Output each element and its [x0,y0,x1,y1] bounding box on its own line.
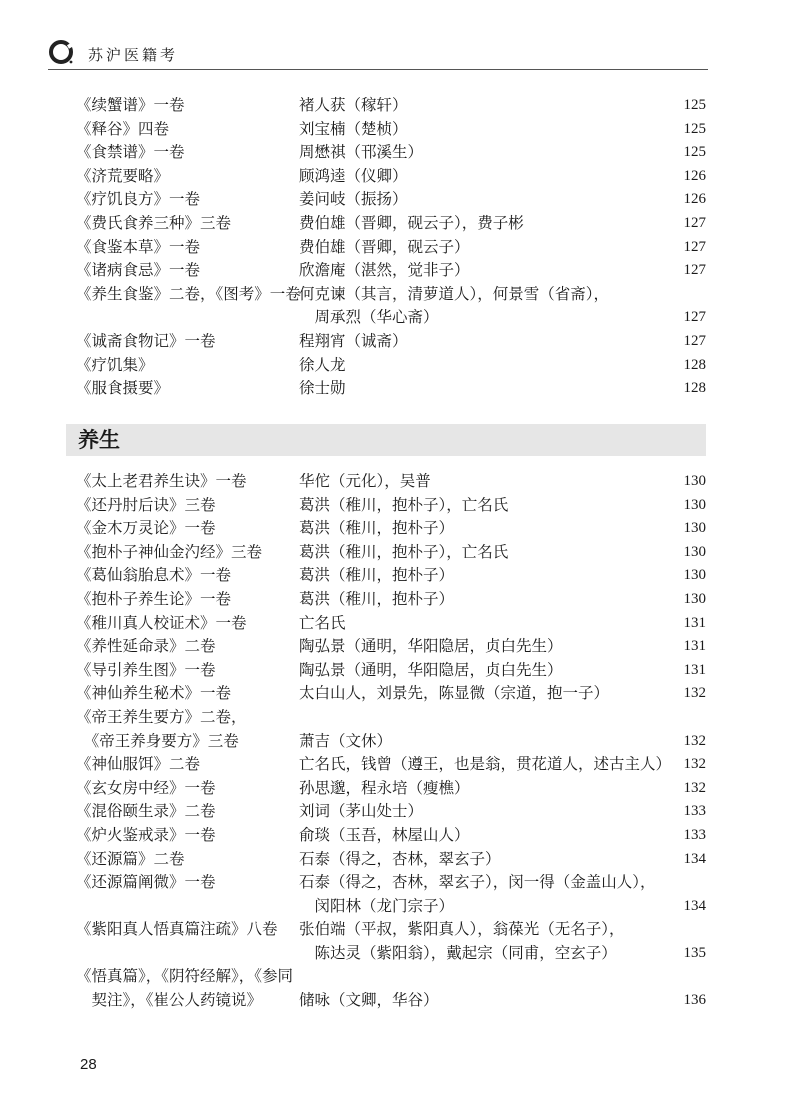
entry-title: 《还源篇阐微》一卷 [76,873,216,892]
entry-page: 130 [683,590,706,607]
entry-row [76,871,706,895]
entry-page: 127 [683,214,706,231]
entry-row [76,659,706,683]
entry-page: 130 [683,567,706,584]
entry-row [76,800,706,824]
entry-author: 储咏（文卿，华谷） [299,991,439,1010]
entry-row [76,259,706,283]
entry-page: 132 [683,756,706,773]
entry-row [76,682,706,706]
entry-title: 《食鉴本草》一卷 [76,237,201,256]
entry-author: 葛洪（稚川，抱朴子），亡名氏 [299,495,509,514]
entry-row [76,824,706,848]
entry-author: 何克谏（其言，清萝道人），何景雪（省斋）， [299,284,610,303]
entry-title: 《续蟹谱》一卷 [76,96,185,114]
entry-row [76,965,706,989]
entry-page: 126 [683,191,706,208]
entry-author: 孙思邈，程永培（瘦樵） [299,778,470,797]
entry-row [76,706,706,730]
entry-title: 《神仙养生秘术》一卷 [76,684,232,703]
entry-title: 契注》，《崔公人药镜说》 [76,991,263,1010]
entry-row [76,777,706,801]
entry-title: 《还丹肘后诀》三卷 [76,495,216,514]
entry-title: 《炉火鉴戒录》一卷 [76,825,216,844]
entry-author: 闵阳林（龙门宗子） [299,896,455,915]
entry-row [76,494,706,518]
entry-row [76,470,706,494]
entry-page: 125 [683,120,706,137]
entry-author: 葛洪（稚川，抱朴子） [299,566,455,585]
entry-page: 127 [683,332,706,349]
entry-page: 130 [683,473,706,489]
entry-row [76,330,706,354]
entry-title: 《养生食鉴》二卷，《图考》一卷 [76,284,301,303]
entry-author: 欣澹庵（湛然，觉非子） [299,261,470,280]
section-banner [66,424,706,456]
entry-row [76,212,706,236]
entry-author: 刘宝楠（楚桢） [299,119,408,138]
entry-author: 张伯端（平叔，紫阳真人），翁葆光（无名子）， [299,920,625,939]
entry-page: 130 [683,496,706,513]
entry-title: 《食禁谱》一卷 [76,143,185,162]
entry-page: 126 [683,167,706,184]
entry-row [76,564,706,588]
entry-row [76,94,706,118]
entry-author: 褚人获（稼轩） [299,96,408,114]
page-number: 28 [80,1056,97,1073]
entry-title: 《稚川真人校证术》一卷 [76,613,247,632]
entry-title: 《金木万灵论》一卷 [76,519,216,538]
entry-title: 《紫阳真人悟真篇注疏》八卷 [76,920,278,939]
entry-row [76,354,706,378]
entry-row [76,918,706,942]
entry-title: 《服食摄要》 [76,379,170,398]
entry-row [76,541,706,565]
entry-title: 《悟真篇》，《阴符经解》，《参同 [76,967,294,986]
entry-row [76,753,706,777]
entry-author: 费伯雄（晋卿，砚云子） [299,237,470,256]
book-title: 苏沪医籍考 [88,46,179,64]
health-entry-list [76,470,706,1013]
entry-page: 133 [683,803,706,820]
entry-author: 陶弘景（通明，华阳隐居，贞白先生） [299,637,563,656]
entry-title: 《帝王养身要方》三卷 [76,731,239,750]
entry-page: 132 [683,779,706,796]
entry-author: 徐人龙 [299,355,346,374]
entry-row [76,306,706,330]
entry-row [76,635,706,659]
entry-title: 《诚斋食物记》一卷 [76,331,216,350]
header-rule [48,69,708,70]
entry-page: 136 [683,992,706,1009]
entry-title: 《神仙服饵》二卷 [76,755,201,774]
entry-title: 《玄女房中经》一卷 [76,778,216,797]
entry-title: 《导引养生图》一卷 [76,660,216,679]
entry-page: 135 [683,944,706,961]
entry-title: 《还源篇》二卷 [76,849,185,868]
entry-row [76,942,706,966]
entry-author: 周承烈（华心斋） [299,308,439,327]
entry-page: 131 [683,638,706,655]
entry-row [76,283,706,307]
entry-row [76,236,706,260]
entry-page: 132 [683,732,706,749]
entry-page: 134 [683,897,706,914]
entry-author: 萧吉（文休） [299,731,393,750]
entry-title: 《疗饥良方》一卷 [76,190,201,209]
entry-author: 亡名氏 [299,613,346,632]
entry-page: 130 [683,543,706,560]
entry-page: 127 [683,238,706,255]
entry-author: 陶弘景（通明，华阳隐居，贞白先生） [299,660,563,679]
entry-title: 《疗饥集》 [76,355,154,374]
entry-author: 华佗（元化），吴普 [299,472,431,490]
entry-author: 葛洪（稚川，抱朴子） [299,589,455,608]
entry-title: 《帝王养生要方》二卷， [76,707,247,726]
entry-row [76,730,706,754]
entry-row [76,141,706,165]
entry-author: 徐士勋 [299,379,346,398]
entry-title: 《太上老君养生诀》一卷 [76,472,247,490]
section-title: 养生 [78,427,120,452]
entry-row [76,517,706,541]
entry-page: 134 [683,850,706,867]
entry-page: 125 [683,97,706,113]
entry-author: 陈达灵（紫阳翁），戴起宗（同甫，空玄子） [299,943,617,962]
entry-page: 131 [683,661,706,678]
entry-author: 俞琰（玉吾，林屋山人） [299,825,470,844]
entry-title: 《葛仙翁胎息术》一卷 [76,566,232,585]
entry-title: 《济荒要略》 [76,166,170,185]
entry-page: 127 [683,262,706,279]
entry-page: 128 [683,356,706,373]
entry-page: 127 [683,309,706,326]
entry-page: 132 [683,685,706,702]
entry-author: 费伯雄（晋卿，砚云子），费子彬 [299,213,524,232]
entry-title: 《费氏食养三种》三卷 [76,213,232,232]
entry-title: 《释谷》四卷 [76,119,170,138]
book-logo-icon [48,38,76,66]
entry-author: 周懋祺（邗溪生） [299,143,424,162]
entry-row [76,612,706,636]
entry-title: 《混俗颐生录》二卷 [76,802,216,821]
entry-author: 姜问岐（振扬） [299,190,408,209]
entry-author: 顾鸿逵（仪卿） [299,166,408,185]
running-header [48,38,708,70]
food-entry-list [76,94,706,401]
entry-title: 《诸病食忌》一卷 [76,261,201,280]
entry-author: 葛洪（稚川，抱朴子），亡名氏 [299,542,509,561]
entry-page: 133 [683,826,706,843]
entry-row [76,377,706,401]
entry-row [76,989,706,1013]
entry-author: 亡名氏，钱曾（遵王，也是翁，贯花道人，述古主人） [299,755,672,774]
entry-page: 130 [683,520,706,537]
entry-author: 太白山人，刘景先，陈显微（宗道，抱一子） [299,684,610,703]
entry-title: 《养性延命录》二卷 [76,637,216,656]
entry-author: 程翔宵（诚斋） [299,331,408,350]
entry-page: 125 [683,144,706,161]
entry-page: 128 [683,380,706,397]
entry-page: 131 [683,614,706,631]
entry-row [76,895,706,919]
entry-author: 刘词（茅山处士） [299,802,424,821]
entry-author: 石泰（得之，杏林，翠玄子），闵一得（金盖山人）， [299,873,656,892]
entry-row [76,848,706,872]
entry-row [76,588,706,612]
entry-title: 《抱朴子神仙金汋经》三卷 [76,542,263,561]
entry-author: 葛洪（稚川，抱朴子） [299,519,455,538]
entry-row [76,188,706,212]
entry-row [76,118,706,142]
entry-title: 《抱朴子养生论》一卷 [76,589,232,608]
entry-author: 石泰（得之，杏林，翠玄子） [299,849,501,868]
entry-row [76,165,706,189]
